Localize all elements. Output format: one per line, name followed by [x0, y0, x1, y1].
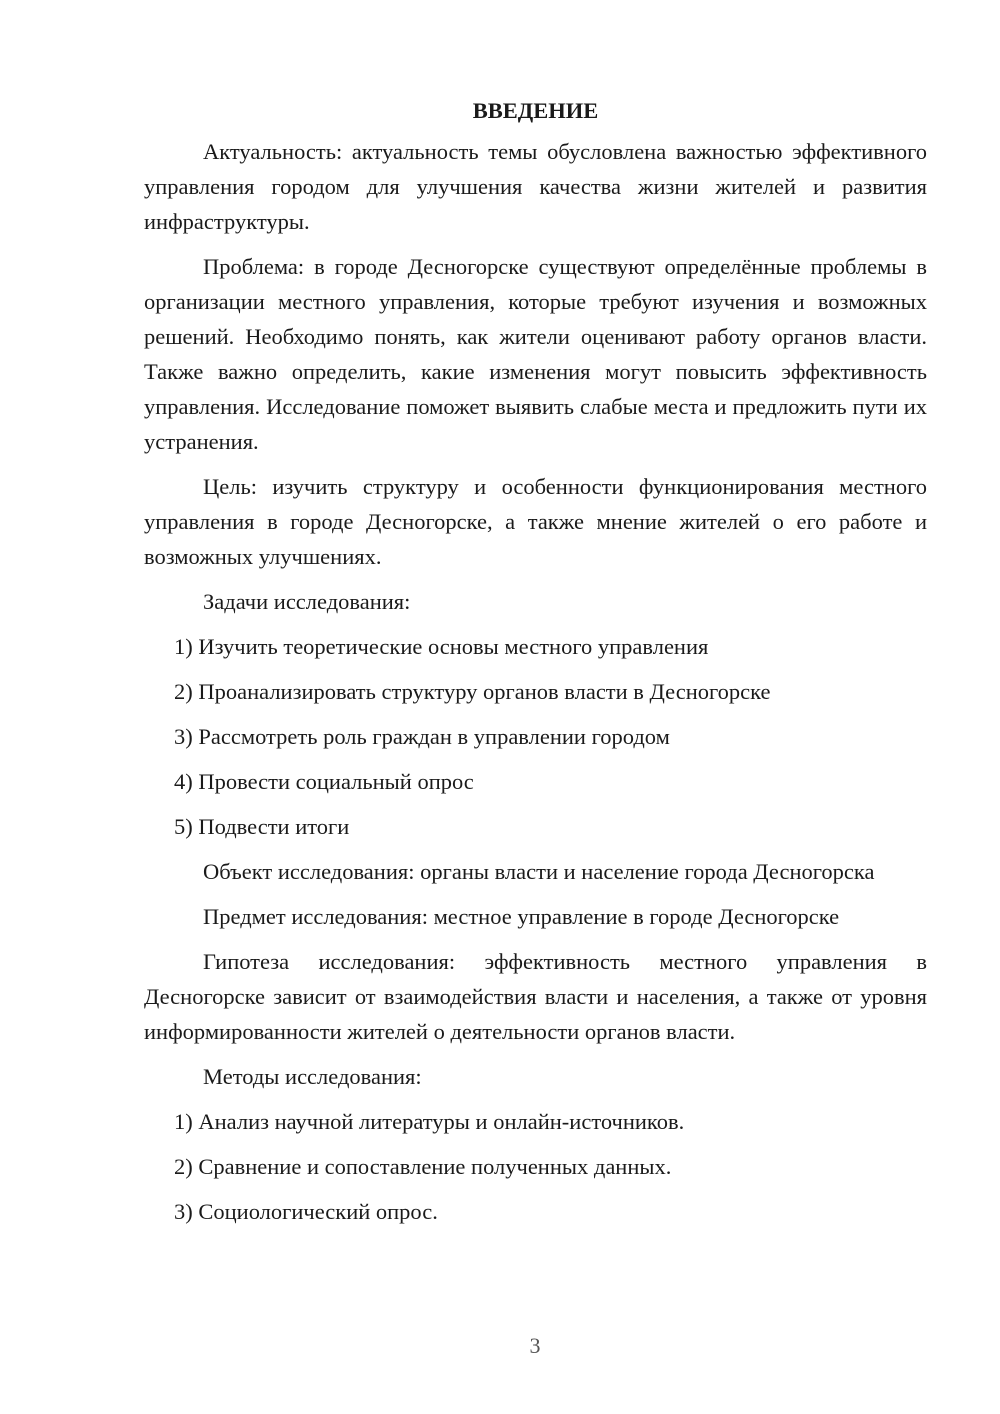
task-item: 2) Проанализировать структуру органов власти в Десногорске	[174, 679, 771, 704]
task-item: 4) Провести социальный опрос	[174, 769, 474, 794]
object-paragraph: Объект исследования: органы власти и население города Десногорска	[203, 859, 875, 884]
tasks-heading: Задачи исследования:	[203, 589, 411, 614]
relevance-paragraph: Актуальность: актуальность темы обусловлена важностью эффективного управления городом для улучшения качества жизни жителей и развития инфраструктуры.	[144, 139, 927, 234]
method-item: 1) Анализ научной литературы и онлайн-источников.	[174, 1109, 685, 1134]
method-item: 3) Социологический опрос.	[174, 1199, 438, 1224]
methods-heading: Методы исследования:	[203, 1064, 422, 1089]
problem-paragraph: Проблема: в городе Десногорске существуют определённые проблемы в организации местного управления, которые требуют изучения и возможных решений. Необходимо понять, как жители оценивают работу органов власти. Также важно определить, какие изменения могут повысить эффективность управления. Исследование поможет выявить слабые места и предложить пути их устранения.	[144, 254, 927, 454]
subject-paragraph: Предмет исследования: местное управление в городе Десногорске	[203, 904, 840, 929]
task-item: 3) Рассмотреть роль граждан в управлении городом	[174, 724, 670, 749]
hypothesis-paragraph: Гипотеза исследования: эффективность местного управления в Десногорске зависит от взаимодействия власти и населения, а также от уровня информированности жителей о деятельности органов власти.	[144, 949, 927, 1044]
page-title: ВВЕДЕНИЕ	[472, 98, 599, 123]
tasks-list	[144, 629, 927, 844]
task-item: 5) Подвести итоги	[174, 814, 350, 839]
goal-paragraph: Цель: изучить структуру и особенности функционирования местного управления в городе Десногорске, а также мнение жителей о его работе и возможных улучшениях.	[144, 474, 927, 569]
page-number: 3	[529, 1333, 541, 1358]
methods-list	[144, 1104, 927, 1229]
method-item: 2) Сравнение и сопоставление полученных данных.	[174, 1154, 672, 1179]
document-page	[144, 96, 927, 1239]
task-item: 1) Изучить теоретические основы местного управления	[174, 634, 709, 659]
